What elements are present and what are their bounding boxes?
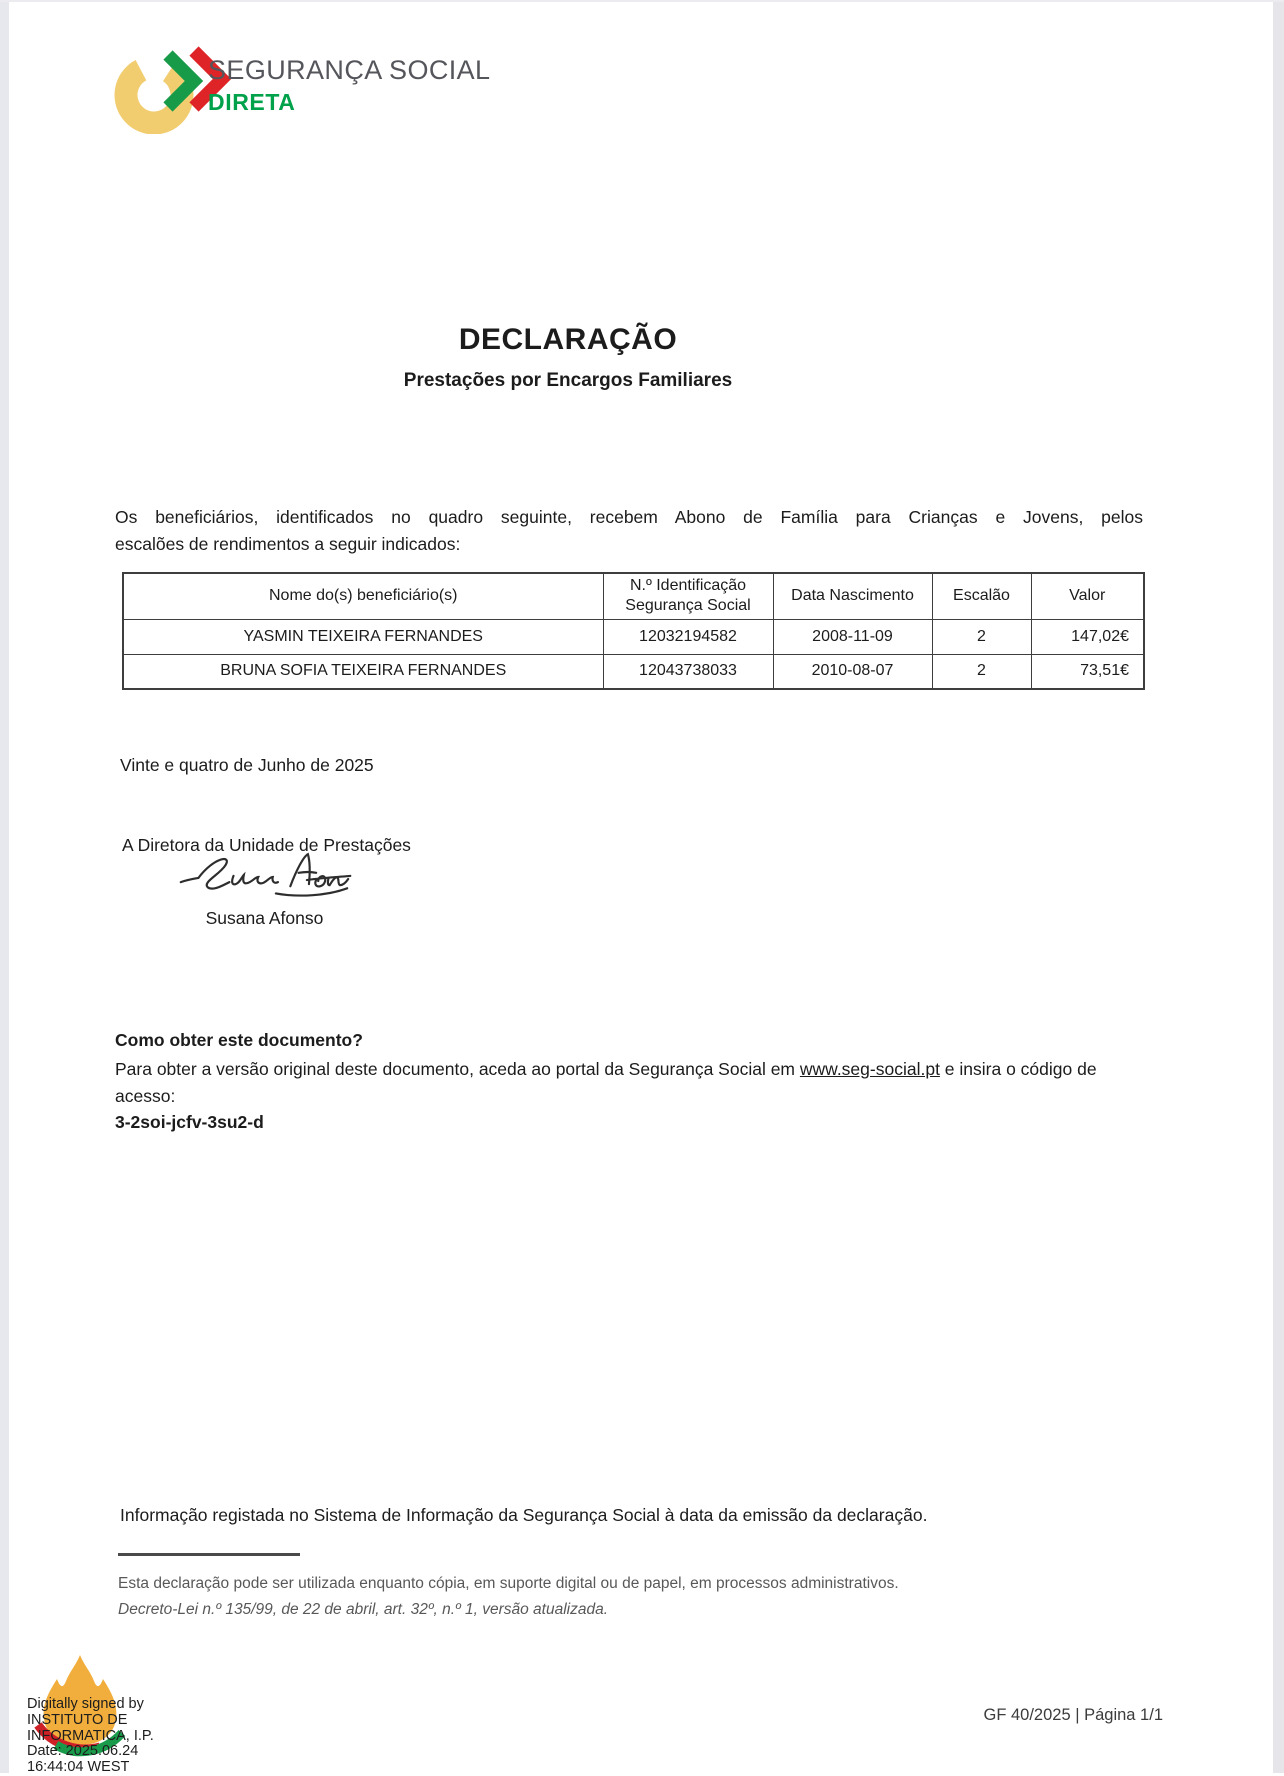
cell-name: YASMIN TEIXEIRA FERNANDES: [123, 619, 603, 654]
page-title: DECLARAÇÃO: [458, 323, 678, 356]
cell-valor: 147,02€: [1031, 619, 1144, 654]
cell-birthdate: 2008-11-09: [773, 619, 932, 654]
cell-escalao: 2: [932, 619, 1031, 654]
page-subtitle: Prestações por Encargos Familiares: [403, 370, 733, 391]
brand-text: [208, 55, 490, 116]
intro-line1: Os beneficiários, identificados no quadro seguinte, recebem Abono de Família para Crianças e Jovens, pelos: [115, 507, 1143, 527]
page-footer: GF 40/2025 | Página 1/1: [983, 1706, 1163, 1724]
stamp-line: INFORMATICA, I.P.: [27, 1727, 154, 1744]
table-header-row: [123, 573, 1144, 619]
registered-info-line: Informação registada no Sistema de Informação da Segurança Social à data da emissão da declaração.: [120, 1505, 928, 1525]
issue-date-line: Vinte e quatro de Junho de 2025: [120, 755, 374, 775]
footnote-divider: [118, 1553, 300, 1556]
signer-name: Susana Afonso: [205, 908, 324, 928]
col-header-name: Nome do(s) beneficiário(s): [123, 573, 603, 619]
digital-signature-stamp: [27, 1697, 154, 1776]
cell-birthdate: 2010-08-07: [773, 654, 932, 689]
col-header-birthdate: Data Nascimento: [773, 573, 932, 619]
howto-heading: Como obter este documento?: [115, 1030, 363, 1050]
stamp-line: 16:44:04 WEST: [27, 1759, 130, 1776]
title-block: [115, 323, 1021, 392]
howto-text-before-link: Para obter a versão original deste documento, aceda ao portal da Segurança Social em: [115, 1059, 800, 1079]
brand-sub: DIRETA: [208, 89, 296, 115]
howto-text-after-link: e insira o código de acesso:: [115, 1059, 1097, 1106]
table-row: [123, 654, 1144, 689]
intro-line2: escalões de rendimentos a seguir indicados:: [115, 534, 461, 554]
col-header-niss-line1: N.º Identificação: [629, 577, 747, 595]
cell-niss: 12032194582: [603, 619, 773, 654]
footnote-line2: Decreto-Lei n.º 135/99, de 22 de abril, art. 32º, n.º 1, versão atualizada.: [118, 1601, 609, 1618]
access-code: 3-2soi-jcfv-3su2-d: [115, 1112, 264, 1132]
cell-niss: 12043738033: [603, 654, 773, 689]
stamp-line: Digitally signed by: [27, 1696, 144, 1712]
col-header-escalao: Escalão: [932, 573, 1031, 619]
handwritten-signature: [172, 848, 357, 910]
intro-paragraph: [115, 504, 1143, 558]
cell-valor: 73,51€: [1031, 654, 1144, 689]
page-edge-right: [1273, 0, 1284, 1773]
page-edge-left: [0, 0, 9, 1773]
col-header-valor: Valor: [1031, 573, 1144, 619]
col-header-niss: [603, 573, 773, 619]
signer-role-line: A Diretora da Unidade de Prestações: [122, 835, 411, 855]
cell-escalao: 2: [932, 654, 1031, 689]
footnote-line1: Esta declaração pode ser utilizada enquanto cópia, em suporte digital ou de papel, em processos administrativos.: [118, 1575, 899, 1592]
stamp-line: Date: 2025.06.24: [27, 1743, 139, 1760]
brand-name: SEGURANÇA SOCIAL: [208, 55, 491, 85]
howto-paragraph: [115, 1056, 1147, 1110]
stamp-line: INSTITUTO DE: [27, 1711, 128, 1728]
page-edge-top: [0, 0, 1284, 2]
seg-social-link[interactable]: www.seg-social.pt: [799, 1059, 940, 1079]
cell-name: BRUNA SOFIA TEIXEIRA FERNANDES: [123, 654, 603, 689]
table-row: [123, 619, 1144, 654]
beneficiaries-table: [122, 572, 1145, 690]
col-header-niss-line2: Segurança Social: [625, 597, 751, 615]
